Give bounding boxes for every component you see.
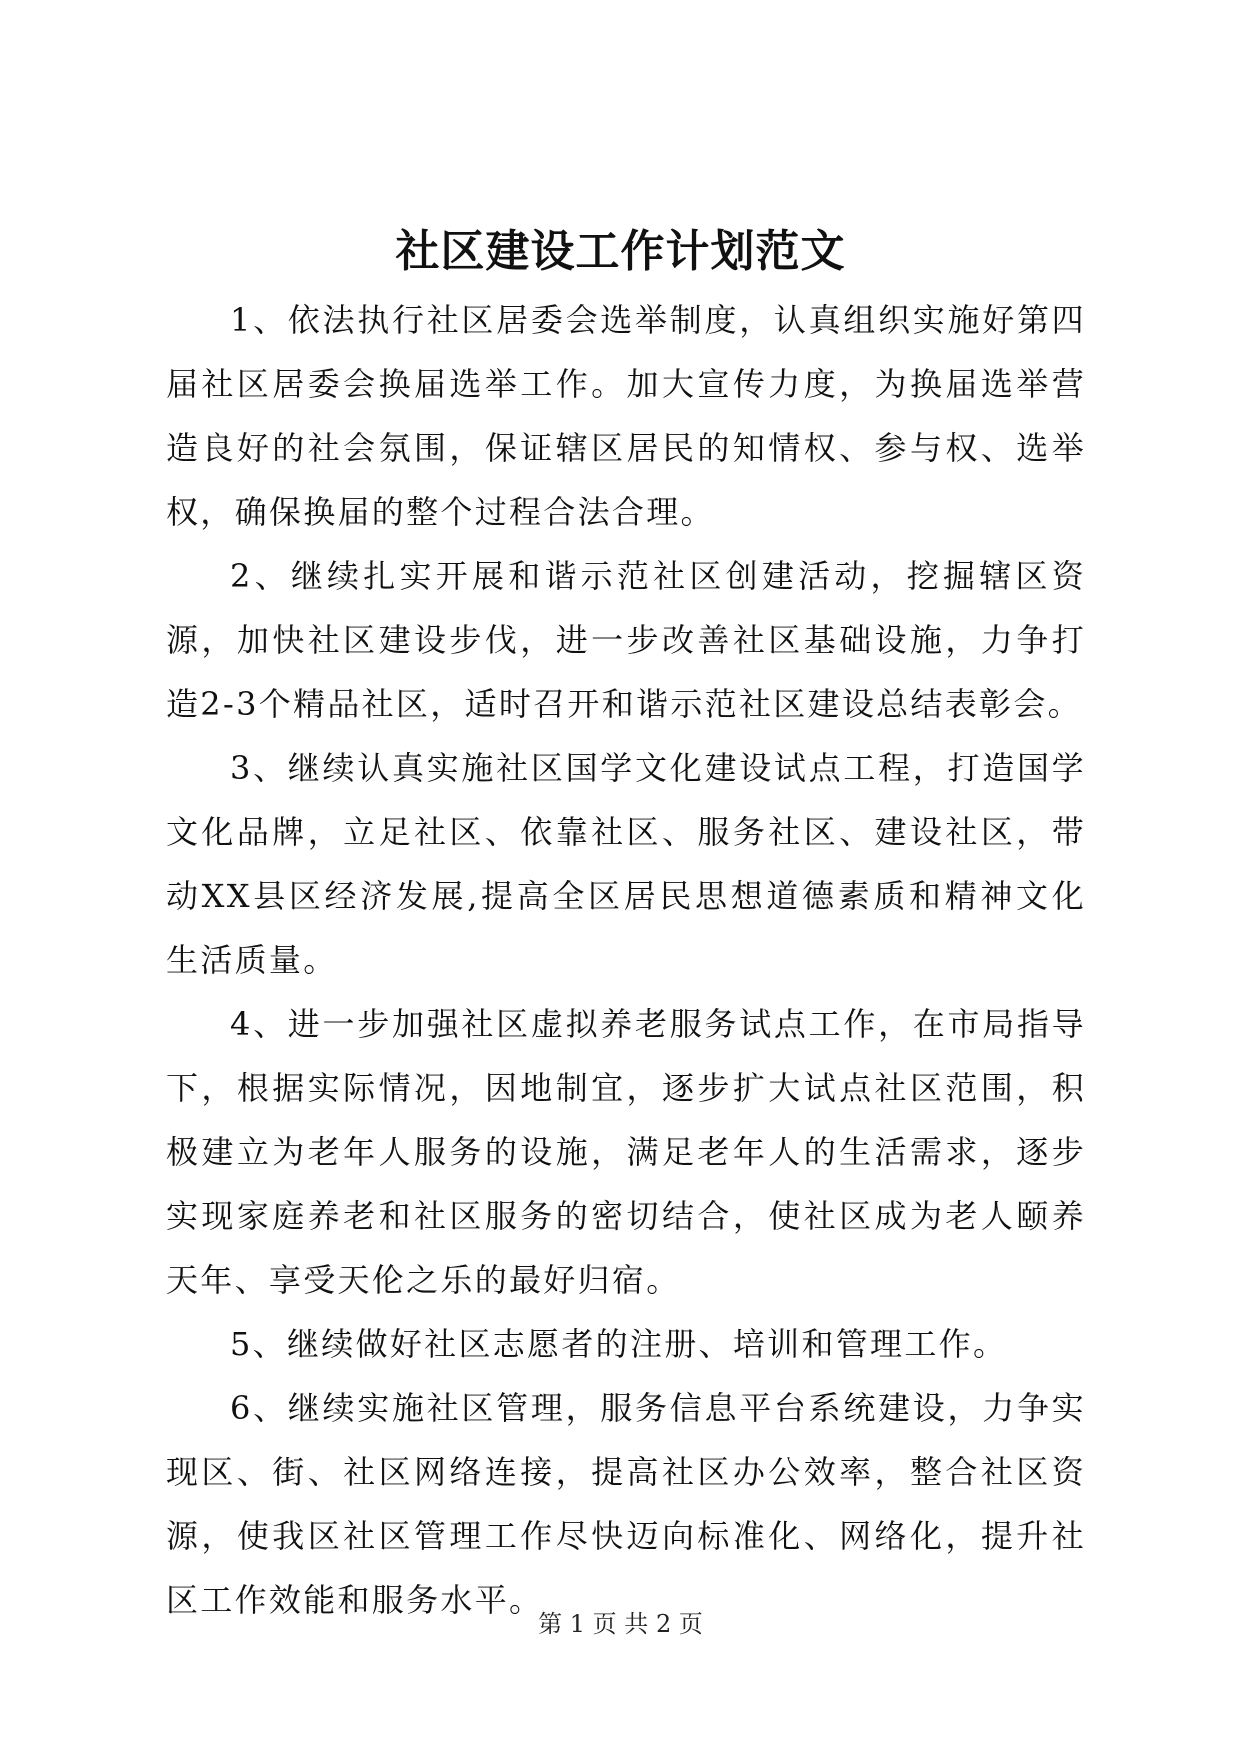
paragraph-5: 5、继续做好社区志愿者的注册、培训和管理工作。 (230, 1325, 1008, 1363)
document-title: 社区建设工作计划范文 (395, 226, 846, 277)
document-body (166, 288, 1086, 1632)
paragraph-1: 1、依法执行社区居委会选举制度，认真组织实施好第四届社区居委会换届选举工作。加大宣传力度，为换届选举营造良好的社会氛围，保证辖区居民的知情权、参与权、选举权，确保换届的整个过程合法合理。 (166, 301, 1086, 531)
paragraph-4: 4、进一步加强社区虚拟养老服务试点工作，在市局指导下，根据实际情况，因地制宜，逐步扩大试点社区范围，积极建立为老年人服务的设施，满足老年人的生活需求，逐步实现家庭养老和社区服务的密切结合，使社区成为老人颐养天年、享受天伦之乐的最好归宿。 (166, 1005, 1086, 1299)
paragraph-2: 2、继续扎实开展和谐示范社区创建活动，挖掘辖区资源，加快社区建设步伐，进一步改善社区基础设施，力争打造2-3个精品社区，适时召开和谐示范社区建设总结表彰会。 (166, 557, 1086, 723)
paragraph-6: 6、继续实施社区管理，服务信息平台系统建设，力争实现区、街、社区网络连接，提高社区办公效率，整合社区资源，使我区社区管理工作尽快迈向标准化、网络化，提升社区工作效能和服务水平。 (166, 1389, 1086, 1619)
page-footer (0, 1608, 1241, 1640)
paragraph-3: 3、继续认真实施社区国学文化建设试点工程，打造国学文化品牌，立足社区、依靠社区、服务社区、建设社区，带动XX县区经济发展,提高全区居民思想道德素质和精神文化生活质量。 (166, 749, 1086, 979)
page-number: 第 1 页 共 2 页 (538, 1610, 703, 1638)
